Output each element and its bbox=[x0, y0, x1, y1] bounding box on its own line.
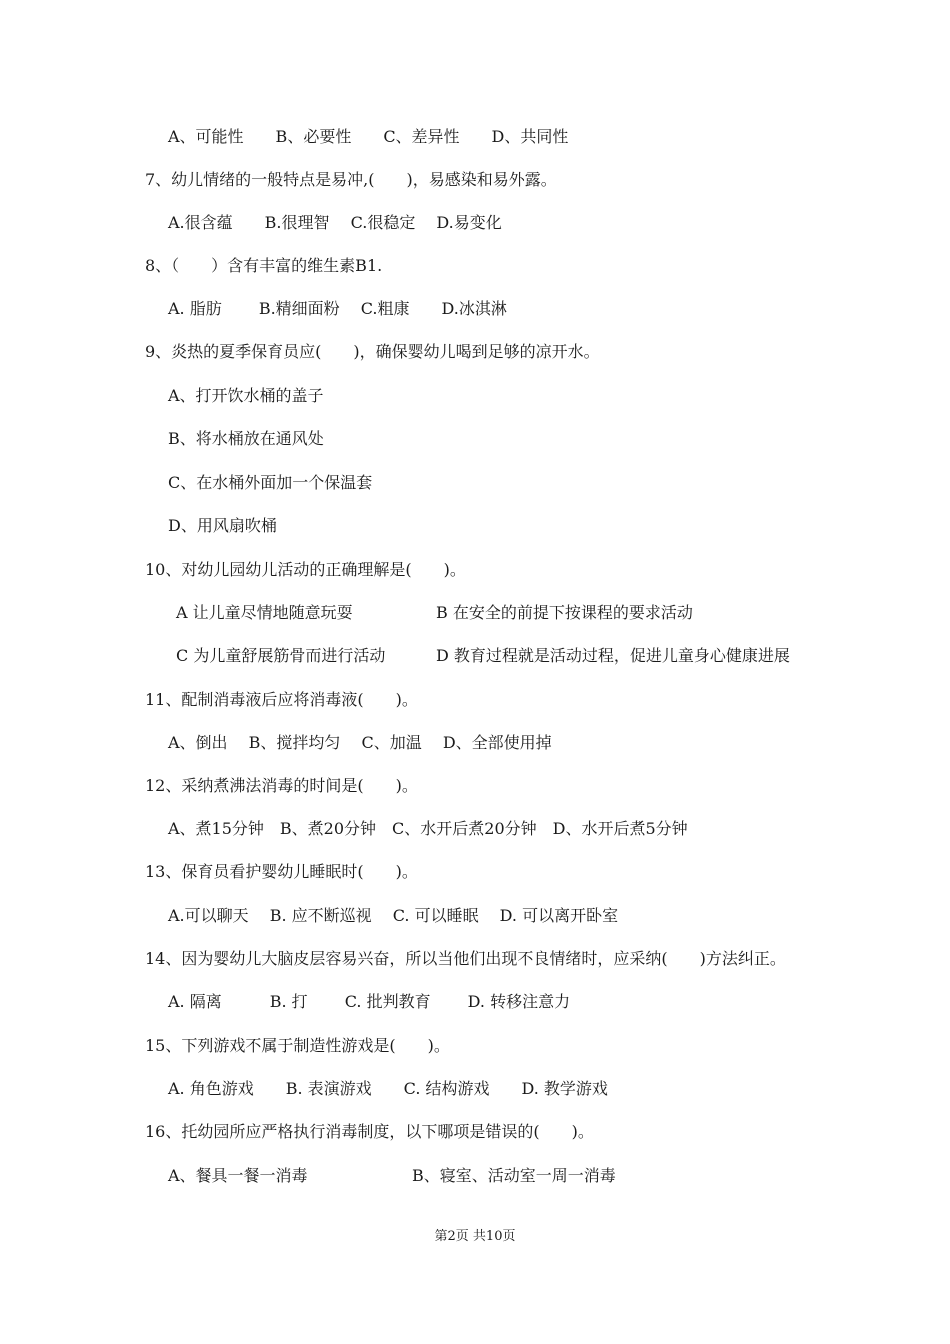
answer-options: A. 脂肪 B.精细面粉 C.粗康 D.冰淇淋 bbox=[168, 299, 507, 318]
answer-options: A. 隔离 B. 打 C. 批判教育 D. 转移注意力 bbox=[168, 992, 571, 1011]
answer-options: A. 角色游戏 B. 表演游戏 C. 结构游戏 D. 教学游戏 bbox=[168, 1079, 608, 1098]
question-text: 8、（ ）含有丰富的维生素B1. bbox=[145, 256, 383, 275]
question-text: 13、保育员看护婴幼儿睡眠时( )。 bbox=[145, 862, 418, 881]
answer-option-right: B、寝室、活动室一周一消毒 bbox=[412, 1166, 616, 1185]
answer-options: A、可能性 B、必要性 C、差异性 D、共同性 bbox=[168, 127, 569, 146]
question-text: 9、炎热的夏季保育员应( )，确保婴幼儿喝到足够的凉开水。 bbox=[145, 342, 600, 361]
question-text: 11、配制消毒液后应将消毒液( )。 bbox=[145, 690, 418, 709]
answer-options: A、煮15分钟 B、煮20分钟 C、水开后煮20分钟 D、水开后煮5分钟 bbox=[168, 819, 688, 838]
question-text: 14、因为婴幼儿大脑皮层容易兴奋，所以当他们出现不良情绪时，应采纳( )方法纠正。 bbox=[145, 949, 786, 968]
answer-options: A 让儿童尽情地随意玩耍 bbox=[176, 603, 353, 622]
answer-options: A.很含蕴 B.很理智 C.很稳定 D.易变化 bbox=[168, 213, 502, 232]
answer-option-right: B 在安全的前提下按课程的要求活动 bbox=[436, 603, 693, 622]
answer-option-right: D 教育过程就是活动过程，促进儿童身心健康进展 bbox=[436, 646, 790, 665]
answer-options: A.可以聊天 B. 应不断巡视 C. 可以睡眠 D. 可以离开卧室 bbox=[168, 906, 619, 925]
page-footer: 第2页 共10页 bbox=[434, 1229, 516, 1244]
question-text: 10、对幼儿园幼儿活动的正确理解是( )。 bbox=[145, 560, 466, 579]
answer-options: C、在水桶外面加一个保温套 bbox=[168, 473, 373, 492]
answer-options: A、打开饮水桶的盖子 bbox=[168, 386, 324, 405]
question-text: 12、采纳煮沸法消毒的时间是( )。 bbox=[145, 776, 418, 795]
answer-options: A、餐具一餐一消毒 bbox=[168, 1166, 308, 1185]
question-text: 15、下列游戏不属于制造性游戏是( )。 bbox=[145, 1036, 450, 1055]
question-text: 7、幼儿情绪的一般特点是易冲,( )，易感染和易外露。 bbox=[145, 170, 557, 189]
answer-options: D、用风扇吹桶 bbox=[168, 516, 277, 535]
answer-options: B、将水桶放在通风处 bbox=[168, 429, 324, 448]
question-text: 16、托幼园所应严格执行消毒制度，以下哪项是错误的( )。 bbox=[145, 1122, 594, 1141]
answer-options: A、倒出 B、搅拌均匀 C、加温 D、全部使用掉 bbox=[168, 733, 552, 752]
answer-options: C 为儿童舒展筋骨而进行活动 bbox=[176, 646, 386, 665]
